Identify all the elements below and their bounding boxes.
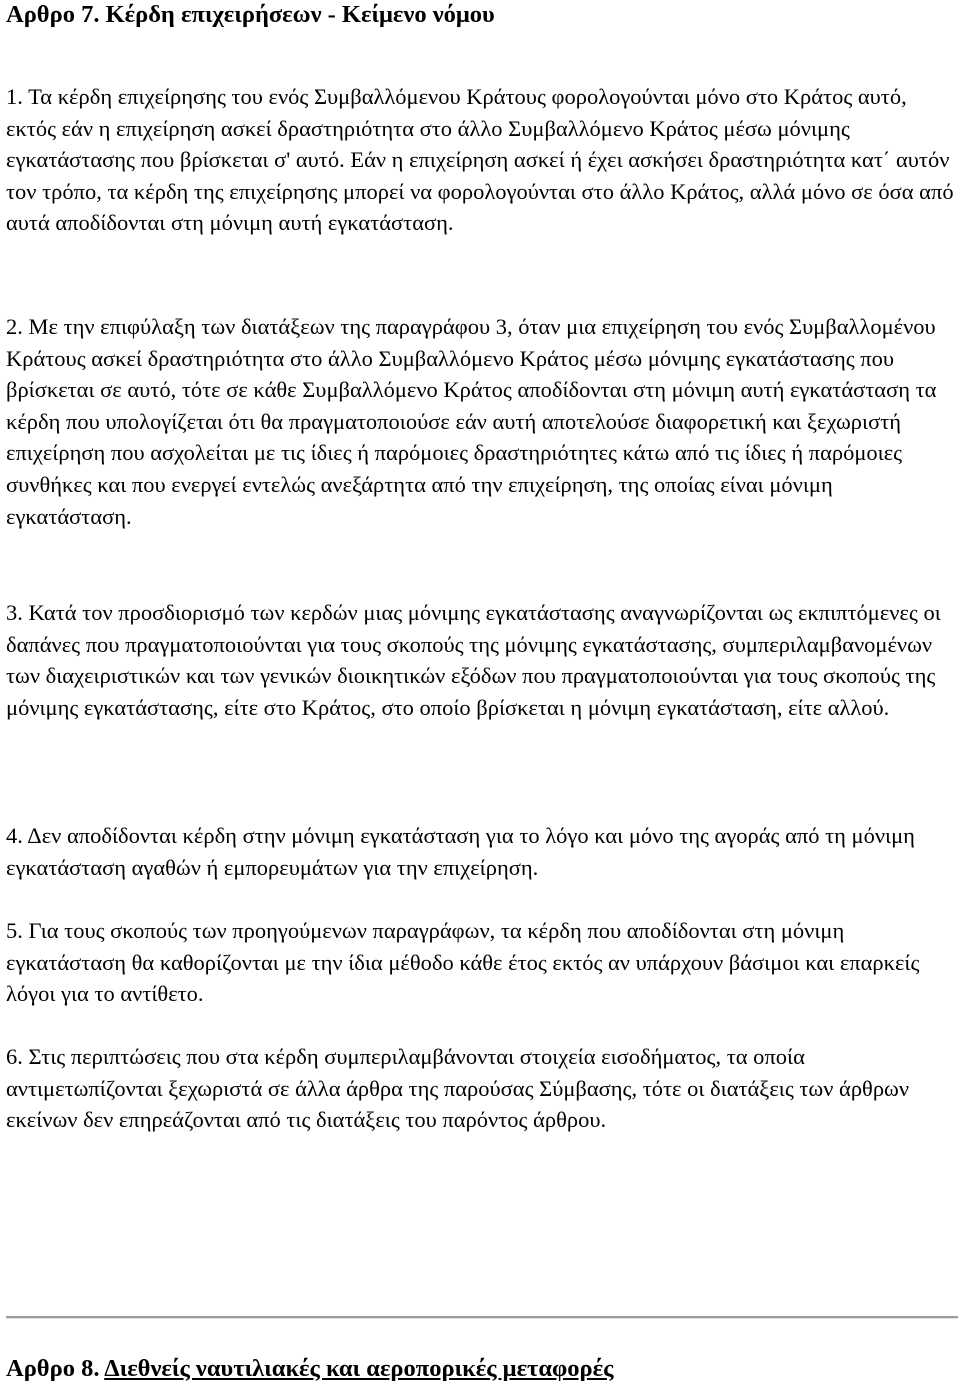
article-8-heading-prefix: Αρθρο 8.	[6, 1355, 105, 1382]
article-7-paragraph-1: 1. Τα κέρδη επιχείρησης του ενός Συμβαλλόμενου Κράτους φορολογούνται μόνο στο Κράτος αυτό, εκτός εάν η επιχείρηση ασκεί δραστηριότητα στο άλλο Συμβαλλόμενο Κράτος μέσω μόνιμης εγκατάστασης που βρίσκεται σ' αυτό. Εάν η επιχείρηση ασκεί ή έχει ασκήσει δραστηριότητα κατ΄ αυτόν τον τρόπο, τα κέρδη της επιχείρησης μπορεί να φορολογούνται στο άλλο Κράτος, αλλά μόνο σε όσα από αυτά αποδίδονται στη μόνιμη αυτή εγκατάσταση.	[6, 84, 954, 236]
article-7-paragraph-3: 3. Κατά τον προσδιορισμό των κερδών μιας μόνιμης εγκατάστασης αναγνωρίζονται ως εκπιπτόμενες οι δαπάνες που πραγματοποιούνται για τους σκοπούς της μόνιμης εγκατάστασης, συμπεριλαμβανομένων των διαχειριστικών και των γενικών διοικητικών εξόδων που πραγματοποιούνται για τους σκοπούς της μόνιμης εγκατάστασης, είτε στο Κράτος, στο οποίο βρίσκεται η μόνιμη εγκατάσταση, είτε αλλού.	[6, 600, 941, 720]
article-8-heading	[6, 1354, 613, 1384]
article-7-paragraph-6: 6. Στις περιπτώσεις που στα κέρδη συμπεριλαμβάνονται στοιχεία εισοδήματος, τα οποία αντιμετωπίζονται ξεχωριστά σε άλλα άρθρα της παρούσας Σύμβασης, τότε οι διατάξεις των άρθρων εκείνων δεν επηρεάζονται από τις διατάξεις του παρόντος άρθρου.	[6, 1044, 910, 1133]
article-7-heading: Αρθρο 7. Κέρδη επιχειρήσεων - Κείμενο νόμου	[6, 1, 495, 28]
section-divider	[6, 1316, 958, 1319]
article-7-paragraph-5: 5. Για τους σκοπούς των προηγούμενων παραγράφων, τα κέρδη που αποδίδονται στη μόνιμη εγκατάσταση θα καθορίζονται με την ίδια μέθοδο κάθε έτος εκτός αν υπάρχουν βάσιμοι και επαρκείς λόγοι για το αντίθετο.	[6, 918, 920, 1007]
article-8-heading-title: Διεθνείς ναυτιλιακές και αεροπορικές μεταφορές	[104, 1355, 614, 1382]
article-7-paragraph-4: 4. Δεν αποδίδονται κέρδη στην μόνιμη εγκατάσταση για το λόγο και μόνο της αγοράς από τη μόνιμη εγκατάσταση αγαθών ή εμπορευμάτων για την επιχείρηση.	[6, 823, 915, 880]
article-7-paragraph-2: 2. Με την επιφύλαξη των διατάξεων της παραγράφου 3, όταν μια επιχείρηση του ενός Συμβαλλομένου Κράτους ασκεί δραστηριότητα στο άλλο Συμβαλλόμενο Κράτος μέσω μόνιμης εγκατάστασης που βρίσκεται σε αυτό, τότε σε κάθε Συμβαλλόμενο Κράτος αποδίδονται στη μόνιμη αυτή εγκατάσταση τα κέρδη που υπολογίζεται ότι θα πραγματοποιούσε εάν αυτή αποτελούσε διαφορετική και ξεχωριστή επιχείρηση που ασχολείται με τις ίδιες ή παρόμοιες δραστηριότητες κάτω από τις ίδιες ή παρόμοιες συνθήκες και που ενεργεί εντελώς ανεξάρτητα από την επιχείρηση, της οποίας είναι μόνιμη εγκατάσταση.	[6, 314, 937, 529]
